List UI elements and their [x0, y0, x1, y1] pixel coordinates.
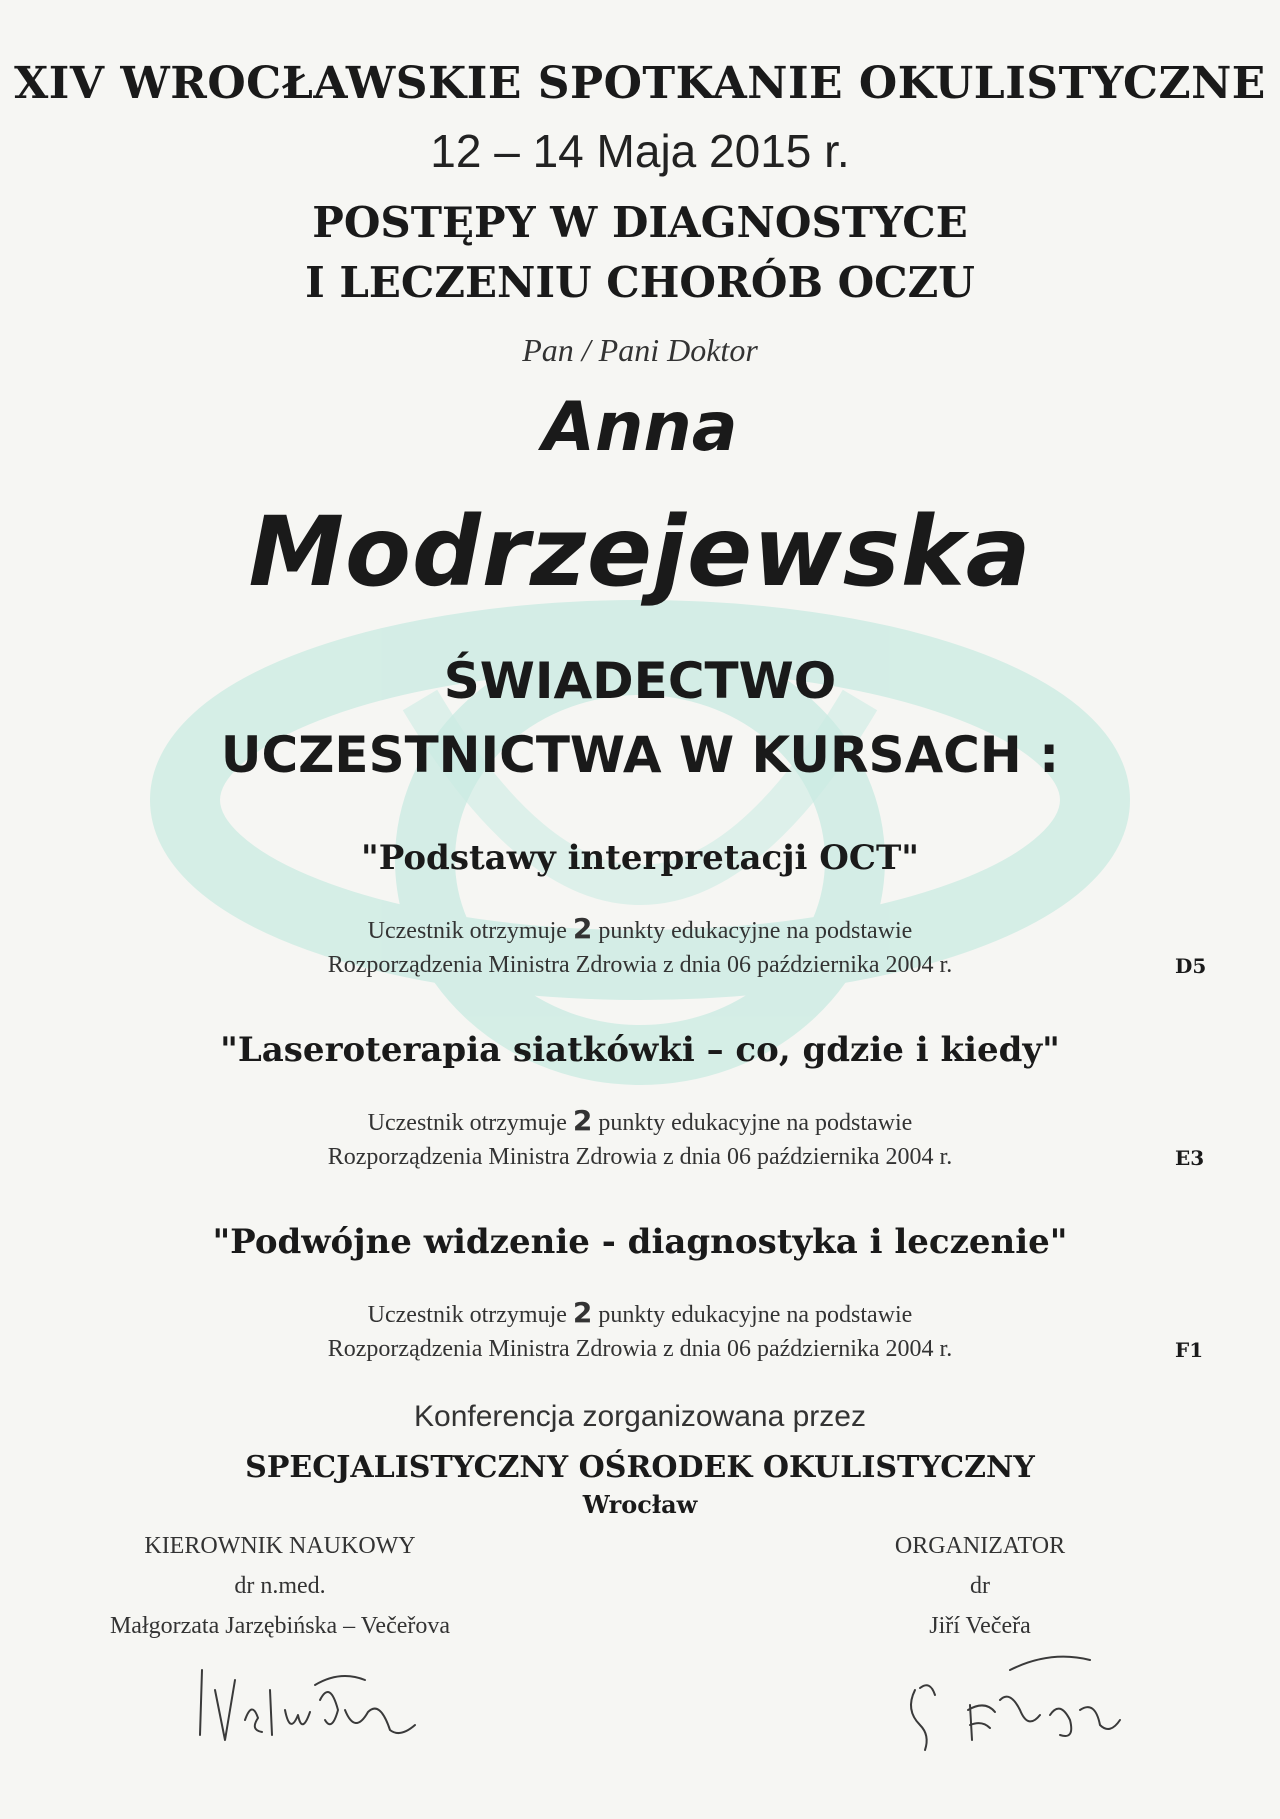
- course-points-line: Uczestnik otrzymuje 2 punkty edukacyjne na podstawie: [367, 1296, 913, 1329]
- course-code: D5: [1175, 954, 1207, 978]
- course-points: 2: [572, 1296, 593, 1329]
- signatory-role: ORGANIZATOR: [894, 1533, 1066, 1559]
- salutation: Pan / Pani Doktor: [522, 332, 758, 368]
- certificate-heading-line1: ŚWIADECTWO: [443, 652, 837, 710]
- course-regulation-line: Rozporządzenia Ministra Zdrowia z dnia 06 października 2004 r.: [327, 952, 953, 978]
- signature-right-icon: [900, 1640, 1140, 1760]
- course-title: "Podstawy interpretacji OCT": [361, 838, 919, 878]
- signatory-title: dr n.med.: [234, 1573, 326, 1599]
- signatory-role: KIEROWNIK NAUKOWY: [144, 1533, 416, 1559]
- course-points: 2: [572, 912, 593, 945]
- course-points-line: Uczestnik otrzymuje 2 punkty edukacyjne na podstawie: [367, 912, 913, 945]
- course-points-line: Uczestnik otrzymuje 2 punkty edukacyjne na podstawie: [367, 1104, 913, 1137]
- event-topic-line1: POSTĘPY W DIAGNOSTYCE: [312, 198, 968, 247]
- recipient-last-name: Modrzejewska: [248, 496, 1032, 608]
- signature-left-icon: [190, 1640, 450, 1760]
- course-points: 2: [572, 1104, 593, 1137]
- course-title: "Laseroterapia siatkówki – co, gdzie i kiedy": [220, 1030, 1060, 1070]
- course-code: E3: [1175, 1146, 1205, 1170]
- event-topic-line2: I LECZENIU CHORÓB OCZU: [305, 258, 975, 307]
- course-title: "Podwójne widzenie - diagnostyka i leczenie": [212, 1222, 1068, 1262]
- course-code: F1: [1175, 1338, 1204, 1362]
- course-regulation-line: Rozporządzenia Ministra Zdrowia z dnia 06 października 2004 r.: [327, 1336, 953, 1362]
- course-regulation-line: Rozporządzenia Ministra Zdrowia z dnia 06 października 2004 r.: [327, 1144, 953, 1170]
- signatory-name: Jiří Večeřa: [929, 1613, 1031, 1639]
- signatory-left: [40, 1526, 520, 1646]
- event-title: XIV WROCŁAWSKIE SPOTKANIE OKULISTYCZNE: [14, 58, 1266, 109]
- certificate-heading-line2: UCZESTNICTWA W KURSACH :: [220, 726, 1060, 784]
- organizer-name: SPECJALISTYCZNY OŚRODEK OKULISTYCZNY: [245, 1450, 1035, 1485]
- recipient-first-name: Anna: [542, 388, 738, 467]
- signatory-name: Małgorzata Jarzębińska – Večeřova: [109, 1613, 451, 1639]
- organizer-intro: Konferencja zorganizowana przez: [414, 1400, 866, 1433]
- signatory-right: [810, 1526, 1150, 1646]
- event-dates: 12 – 14 Maja 2015 r.: [430, 125, 850, 177]
- signatory-title: dr: [970, 1573, 990, 1599]
- organizer-city: Wrocław: [582, 1490, 698, 1519]
